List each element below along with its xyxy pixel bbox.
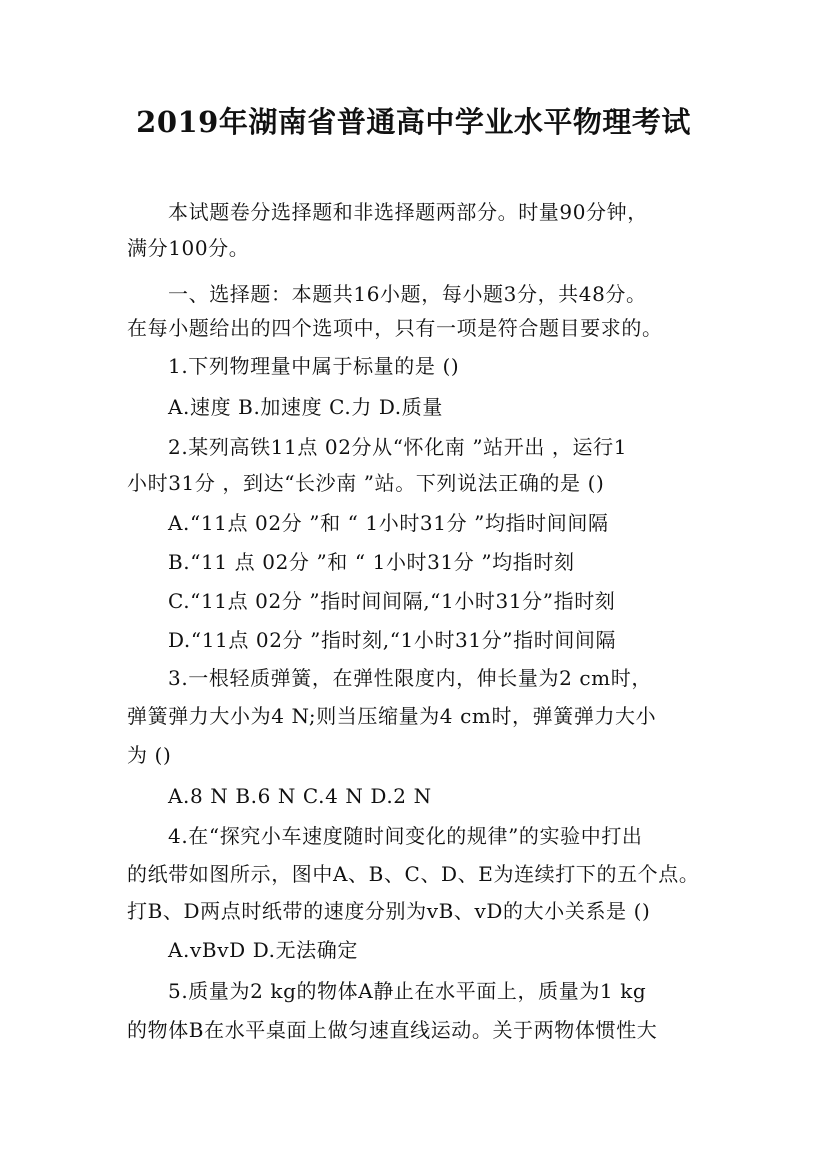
question-4-stem-line-1: 4.在“探究小车速度随时间变化的规律”的实验中打出 [168, 824, 643, 848]
question-3-stem-line-3: 为 () [127, 743, 172, 767]
question-3-stem-line-2: 弹簧弹力大小为4 N;则当压缩量为4 cm时，弹簧弹力大小 [127, 704, 657, 728]
question-2-option-d: D.“11点 02分 ”指时刻,“1小时31分”指时间间隔 [168, 628, 617, 652]
question-2-stem-line-2: 小时31分 ，到达“长沙南 ”站。下列说法正确的是 () [127, 471, 605, 495]
section-heading-line-2: 在每小题给出的四个选项中，只有一项是符合题目要求的。 [127, 316, 663, 340]
question-2-option-b: B.“11 点 02分 ”和 “ 1小时31分 ”均指时刻 [168, 550, 575, 574]
question-1-options: A.速度 B.加速度 C.力 D.质量 [168, 395, 443, 419]
question-4-stem-line-3: 打B、D两点时纸带的速度分别为vB、vD的大小关系是 () [127, 899, 651, 923]
question-2-option-a: A.“11点 02分 ”和 “ 1小时31分 ”均指时间间隔 [168, 511, 609, 535]
question-4-options: A.vBvD D.无法确定 [168, 938, 358, 962]
intro-line-2: 满分100分。 [127, 236, 250, 260]
page-title: 2019年湖南省普通高中学业水平物理考试 [136, 105, 691, 139]
question-5-stem-line-1: 5.质量为2 kg的物体A静止在水平面上，质量为1 kg [168, 979, 647, 1003]
question-2-stem-line-1: 2.某列高铁11点 02分从“怀化南 ”站开出 ，运行1 [168, 435, 628, 459]
section-heading-line-1: 一、选择题：本题共16小题，每小题3分，共48分。 [168, 282, 647, 306]
question-3-options: A.8 N B.6 N C.4 N D.2 N [168, 784, 432, 808]
question-5-stem-line-2: 的物体B在水平桌面上做匀速直线运动。关于两物体惯性大 [127, 1018, 658, 1042]
question-2-option-c: C.“11点 02分 ”指时间间隔,“1小时31分”指时刻 [168, 589, 616, 613]
question-1-stem: 1.下列物理量中属于标量的是 () [168, 354, 460, 378]
question-4-stem-line-2: 的纸带如图所示，图中A、B、C、D、E为连续打下的五个点。 [127, 862, 700, 886]
intro-line-1: 本试题卷分选择题和非选择题两部分。时量90分钟， [168, 200, 648, 224]
question-3-stem-line-1: 3.一根轻质弹簧，在弹性限度内，伸长量为2 cm时， [168, 666, 652, 690]
